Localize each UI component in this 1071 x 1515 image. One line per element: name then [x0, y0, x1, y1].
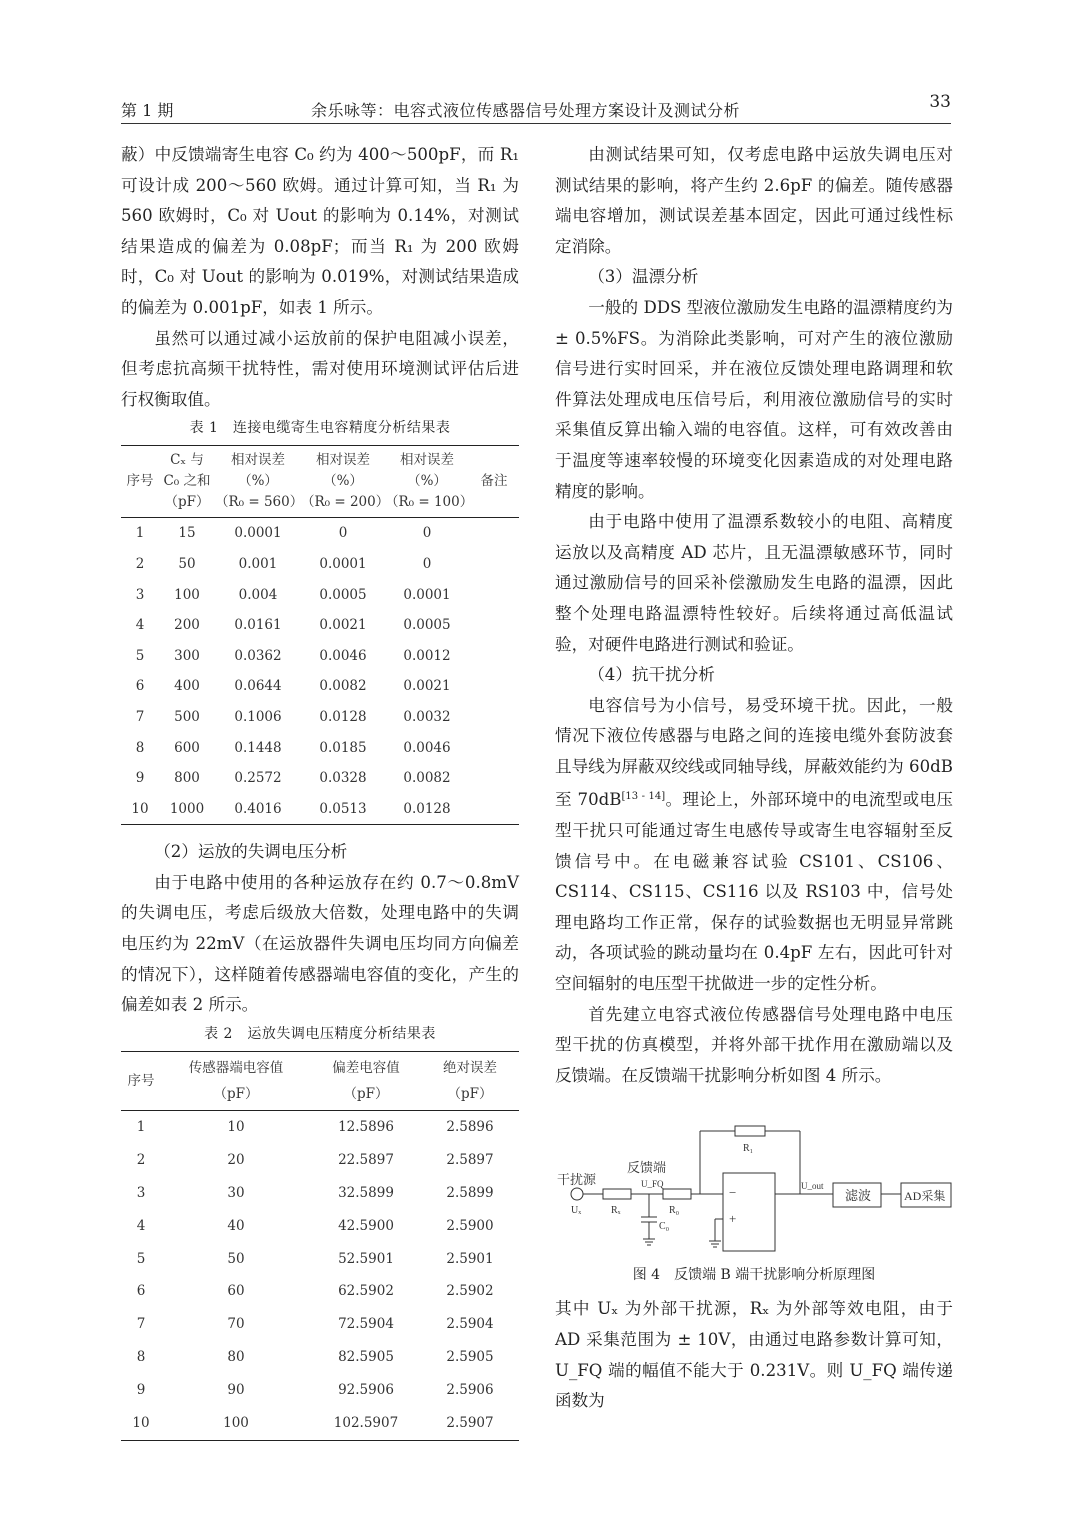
col-header-sum: Cₓ 与 C₀ 之和 （pF） [159, 446, 215, 518]
issue-number: 第 1 期 [121, 101, 174, 120]
table-cell: 0.1006 [234, 708, 282, 725]
table-row [121, 549, 519, 580]
table-cell [469, 580, 519, 611]
table-cell [469, 641, 519, 672]
table-cell: 2.5902 [446, 1283, 494, 1300]
label-ufq: U_FQ [641, 1179, 664, 1190]
table-cell: 7 [135, 708, 145, 725]
col-header-abs-error: 绝对误差 （pF） [421, 1051, 519, 1110]
table-cell: 0.0128 [403, 800, 451, 817]
table-cell: 0.4016 [234, 800, 282, 817]
table-cell: 40 [227, 1217, 245, 1234]
table-row [121, 702, 519, 733]
table-cell: 70 [227, 1316, 245, 1333]
table-row [121, 733, 519, 764]
table-row [121, 1242, 519, 1275]
table-cell: 2 [135, 555, 145, 572]
paragraph: 其中 Uₓ 为外部干扰源，Rₓ 为外部等效电阻，由于 AD 采集范围为 ± 10V，由通过电路参数计算可知，U_FQ 端的幅值不能大于 0.231V。则 U_FQ 端传递函数为 [555, 1299, 953, 1411]
table2-caption: 表 2 运放失调电压精度分析结果表 [204, 1025, 436, 1042]
table-cell: 1 [136, 1118, 146, 1135]
table-cell: 30 [227, 1184, 245, 1201]
table-cell [469, 549, 519, 580]
table-cell: 9 [136, 1382, 146, 1399]
table-cell: 50 [227, 1250, 245, 1267]
table-cell: 90 [227, 1382, 245, 1399]
table-cell: 10 [132, 1415, 150, 1431]
section-title: （4）抗干扰分析 [588, 665, 715, 685]
table-cell [469, 733, 519, 764]
table-cell: 0.0032 [403, 708, 451, 725]
table-cell: 600 [174, 739, 200, 756]
table-cell: 5 [135, 647, 145, 664]
citation: [13 - 14] [621, 791, 666, 803]
table-cell: 2.5906 [446, 1382, 494, 1399]
table-cell: 50 [178, 555, 196, 572]
table-cell: 0.1448 [234, 739, 282, 756]
paragraph: 蔽）中反馈端寄生电容 C₀ 约为 400～500pF，而 R₁ 可设计成 200～560 欧姆。通过计算可知，当 R₁ 为 560 欧姆时，C₀ 对 Uout 的影响为 0.14%，对测试结果造成的偏差为 0.08pF；而当 R₁ 为 200 欧姆时，C₀ 对 Uout 的影响为 0.019%，对测试结果造成的偏差为 0.001pF，如表 1 所示。 [121, 145, 519, 317]
col-header-err-100: 相对误差 （%） （R₀ = 100） [385, 446, 469, 518]
table-cell: 0.0161 [234, 617, 282, 634]
table-cell: 3 [135, 586, 145, 603]
table-cell: 0.0328 [319, 770, 367, 787]
table-cell: 2.5905 [446, 1349, 494, 1366]
table-cell: 32.5899 [338, 1184, 394, 1201]
table-cell [469, 610, 519, 641]
table-cell: 52.5901 [338, 1250, 394, 1267]
table-cell: 12.5896 [338, 1118, 394, 1135]
table-row [121, 580, 519, 611]
table-row [121, 1341, 519, 1374]
table-cell: 0 [422, 525, 432, 542]
table-cell: 800 [174, 770, 200, 787]
col-header-deviation: 偏差电容值 （pF） [311, 1051, 421, 1110]
table-cell: 15 [178, 525, 196, 542]
table-cell: 300 [174, 647, 200, 664]
table-cell: 92.5906 [338, 1382, 394, 1399]
col-header-err-560: 相对误差 （%） （R₀ = 560） [215, 446, 301, 518]
left-column [121, 140, 519, 1441]
interference-source-icon [571, 1188, 583, 1200]
table-row [121, 518, 519, 549]
table-cell: 8 [135, 739, 145, 756]
table-row [121, 1374, 519, 1407]
table-cell: 2.5904 [446, 1316, 494, 1333]
resistor-rx [603, 1189, 631, 1199]
table-cell: 9 [135, 770, 145, 787]
label-feedback: 反馈端 [627, 1160, 667, 1176]
table-cell: 0.0513 [319, 800, 367, 817]
table-cell: 100 [174, 586, 200, 603]
table-cell: 100 [223, 1415, 249, 1431]
table-row [121, 1110, 519, 1143]
table-cell [469, 702, 519, 733]
label-rx: Rₓ [611, 1205, 621, 1217]
table-cell [469, 794, 519, 825]
table-cell: 200 [174, 617, 200, 634]
table-cell: 6 [135, 678, 145, 695]
paragraph: 由测试结果可知，仅考虑电路中运放失调电压对测试结果的影响，将产生约 2.6pF 的偏差。随传感器端电容增加，测试误差基本固定，因此可通过线性标定消除。 [555, 145, 953, 256]
table-cell: 2.5907 [446, 1415, 494, 1431]
table-cell: 2 [136, 1151, 146, 1168]
table-cell: 0.0005 [403, 617, 451, 634]
table-cell: 72.5904 [338, 1316, 394, 1333]
label-ad: AD采集 [904, 1189, 946, 1204]
table-row [121, 610, 519, 641]
section-title: （2）运放的失调电压分析 [154, 842, 348, 862]
label-uout: U_out [801, 1181, 824, 1192]
table-cell: 0.001 [238, 555, 278, 572]
table-row [121, 763, 519, 794]
label-r0: R₀ [669, 1205, 680, 1217]
table-cell: 3 [136, 1184, 146, 1201]
label-ux: Uₓ [571, 1205, 582, 1217]
page-header [121, 92, 951, 122]
label-filter: 滤波 [845, 1188, 872, 1204]
table-cell: 0.0046 [403, 739, 451, 756]
table-cell: 2.5899 [446, 1184, 494, 1201]
table-cell: 0 [338, 525, 348, 542]
table-cell: 0.0128 [319, 708, 367, 725]
table-cell: 0.0362 [234, 647, 282, 664]
paragraph: 电容信号为小信号，易受环境干扰。因此，一般情况下液位传感器与电路之间的连接电缆外套防波套且导线为屏蔽双绞线或同轴导线，屏蔽效能约为 60dB 至 70dB[13 - 14]。理论上，外部环境中的电流型或电压型干扰只可能通过寄生电感传导或寄生电容辐射至反馈信号中。在电磁兼容试验 CS101、CS106、CS114、CS115、CS116 以及 RS103 中，信号处理电路均工作正常，保存的试验数据也无明显异常跳动，各项试验的跳动量均在 0.4pF 左右，因此可针对空间辐射的电压型干扰做进一步的定性分析。 [555, 695, 953, 994]
running-title: 余乐咏等：电容式液位传感器信号处理方案设计及测试分析 [311, 101, 741, 120]
table-cell: 2.5901 [446, 1250, 494, 1267]
table-cell: 0.0185 [319, 739, 367, 756]
table2 [121, 1051, 519, 1441]
table-cell: 2.5900 [446, 1217, 494, 1234]
table-cell: 80 [227, 1349, 245, 1366]
table-cell: 1000 [169, 800, 205, 817]
table-cell: 22.5897 [338, 1151, 394, 1168]
table-cell: 0.0021 [319, 617, 367, 634]
table-cell: 0.0082 [403, 770, 451, 787]
figure4-caption: 图 4 反馈端 B 端干扰影响分析原理图 [632, 1267, 876, 1284]
label-minus: − [729, 1185, 737, 1201]
table-cell: 400 [174, 678, 200, 695]
table-row [121, 1177, 519, 1210]
table-cell: 5 [136, 1250, 146, 1267]
table-cell: 62.5902 [338, 1283, 394, 1300]
table-row [121, 671, 519, 702]
table-cell: 0.0001 [319, 555, 367, 572]
table-row [121, 1210, 519, 1243]
table-header-row [121, 446, 519, 518]
table1-caption: 表 1 连接电缆寄生电容精度分析结果表 [189, 420, 451, 437]
table-cell: 0.2572 [234, 770, 282, 787]
table-cell: 60 [227, 1283, 245, 1300]
header-rule [121, 123, 951, 124]
table-cell: 0.0021 [403, 678, 451, 695]
table-cell [469, 518, 519, 549]
page-number: 33 [929, 92, 951, 112]
col-header-note: 备注 [469, 446, 519, 518]
label-c0: C₀ [659, 1221, 670, 1233]
table-cell [469, 763, 519, 794]
table-cell: 0.0005 [319, 586, 367, 603]
table-cell: 500 [174, 708, 200, 725]
col-header-err-200: 相对误差 （%） （R₀ = 200） [301, 446, 385, 518]
table-cell: 20 [227, 1151, 245, 1168]
table-cell: 2.5896 [446, 1118, 494, 1135]
table-row [121, 1275, 519, 1308]
table-cell [469, 671, 519, 702]
table-cell: 6 [136, 1283, 146, 1300]
paragraph: 由于电路中使用了温漂系数较小的电阻、高精度运放以及高精度 AD 芯片，且无温漂敏感环节，同时通过激励信号的回采补偿激励发生电路的温漂，因此整个处理电路温漂特性较好。后续将通过高低温试验，对硬件电路进行测试和验证。 [555, 512, 953, 654]
right-column [555, 140, 953, 1417]
table-cell: 10 [131, 800, 149, 817]
label-plus: + [729, 1211, 737, 1227]
table-cell: 0 [422, 555, 432, 572]
table-row [121, 1407, 519, 1440]
table-cell: 4 [135, 617, 145, 634]
resistor-r0 [663, 1189, 691, 1199]
table-row [121, 1144, 519, 1177]
table-cell: 42.5900 [338, 1217, 394, 1234]
paragraph: 虽然可以通过减小运放前的保护电阻减小误差，但考虑抗高频干扰特性，需对使用环境测试评估后进行权衡取值。 [121, 328, 519, 409]
col-header-capacitance: 传感器端电容值 （pF） [161, 1051, 311, 1110]
table-cell: 0.004 [238, 586, 278, 603]
table-cell: 8 [136, 1349, 146, 1366]
table1 [121, 445, 519, 825]
table-cell: 0.0012 [403, 647, 451, 664]
paragraph: 首先建立电容式液位传感器信号处理电路中电压型干扰的仿真模型，并将外部干扰作用在激励端以及反馈端。在反馈端干扰影响分析如图 4 所示。 [555, 1004, 953, 1085]
table-header-row [121, 1051, 519, 1110]
table-cell: 7 [136, 1316, 146, 1333]
table-cell: 0.0001 [403, 586, 451, 603]
table-cell: 0.0001 [234, 525, 282, 542]
table-cell: 0.0644 [234, 678, 282, 695]
resistor-r1 [735, 1126, 765, 1136]
table-row [121, 1308, 519, 1341]
table-row [121, 794, 519, 825]
col-header-no: 序号 [121, 1051, 161, 1110]
table-row [121, 641, 519, 672]
paragraph: 由于电路中使用的各种运放存在约 0.7～0.8mV 的失调电压，考虑后级放大倍数，处理电路中的失调电压约为 22mV（在运放器件失调电压均同方向偏差的情况下），这样随着传感器端电容值的变化，产生的偏差如表 2 所示。 [121, 872, 519, 1015]
table-cell: 0.0046 [319, 647, 367, 664]
paragraph: 一般的 DDS 型液位激励发生电路的温漂精度约为 ± 0.5%FS。为消除此类影响，可对产生的液位激励信号进行实时回采，并在液位反馈处理电路调理和软件算法处理成电压信号后，利用液位激励信号的实时采集值反算出输入端的电容值。这样，可有效改善由于温度等速率较慢的环境变化因素造成的对处理电路精度的影响。 [555, 297, 953, 501]
table-cell: 102.5907 [333, 1415, 399, 1431]
table-cell: 0.0082 [319, 678, 367, 695]
label-r1: R₁ [743, 1143, 754, 1155]
label-source: 干扰源 [557, 1172, 597, 1188]
col-header-no: 序号 [121, 446, 159, 518]
table-cell: 82.5905 [338, 1349, 394, 1366]
table-cell: 1 [135, 525, 145, 542]
section-title: （3）温漂分析 [588, 267, 699, 287]
table-cell: 4 [136, 1217, 146, 1234]
table-cell: 10 [227, 1118, 245, 1135]
circuit-diagram [555, 1121, 953, 1256]
table-cell: 2.5897 [446, 1151, 494, 1168]
figure4-circuit [555, 1121, 953, 1256]
